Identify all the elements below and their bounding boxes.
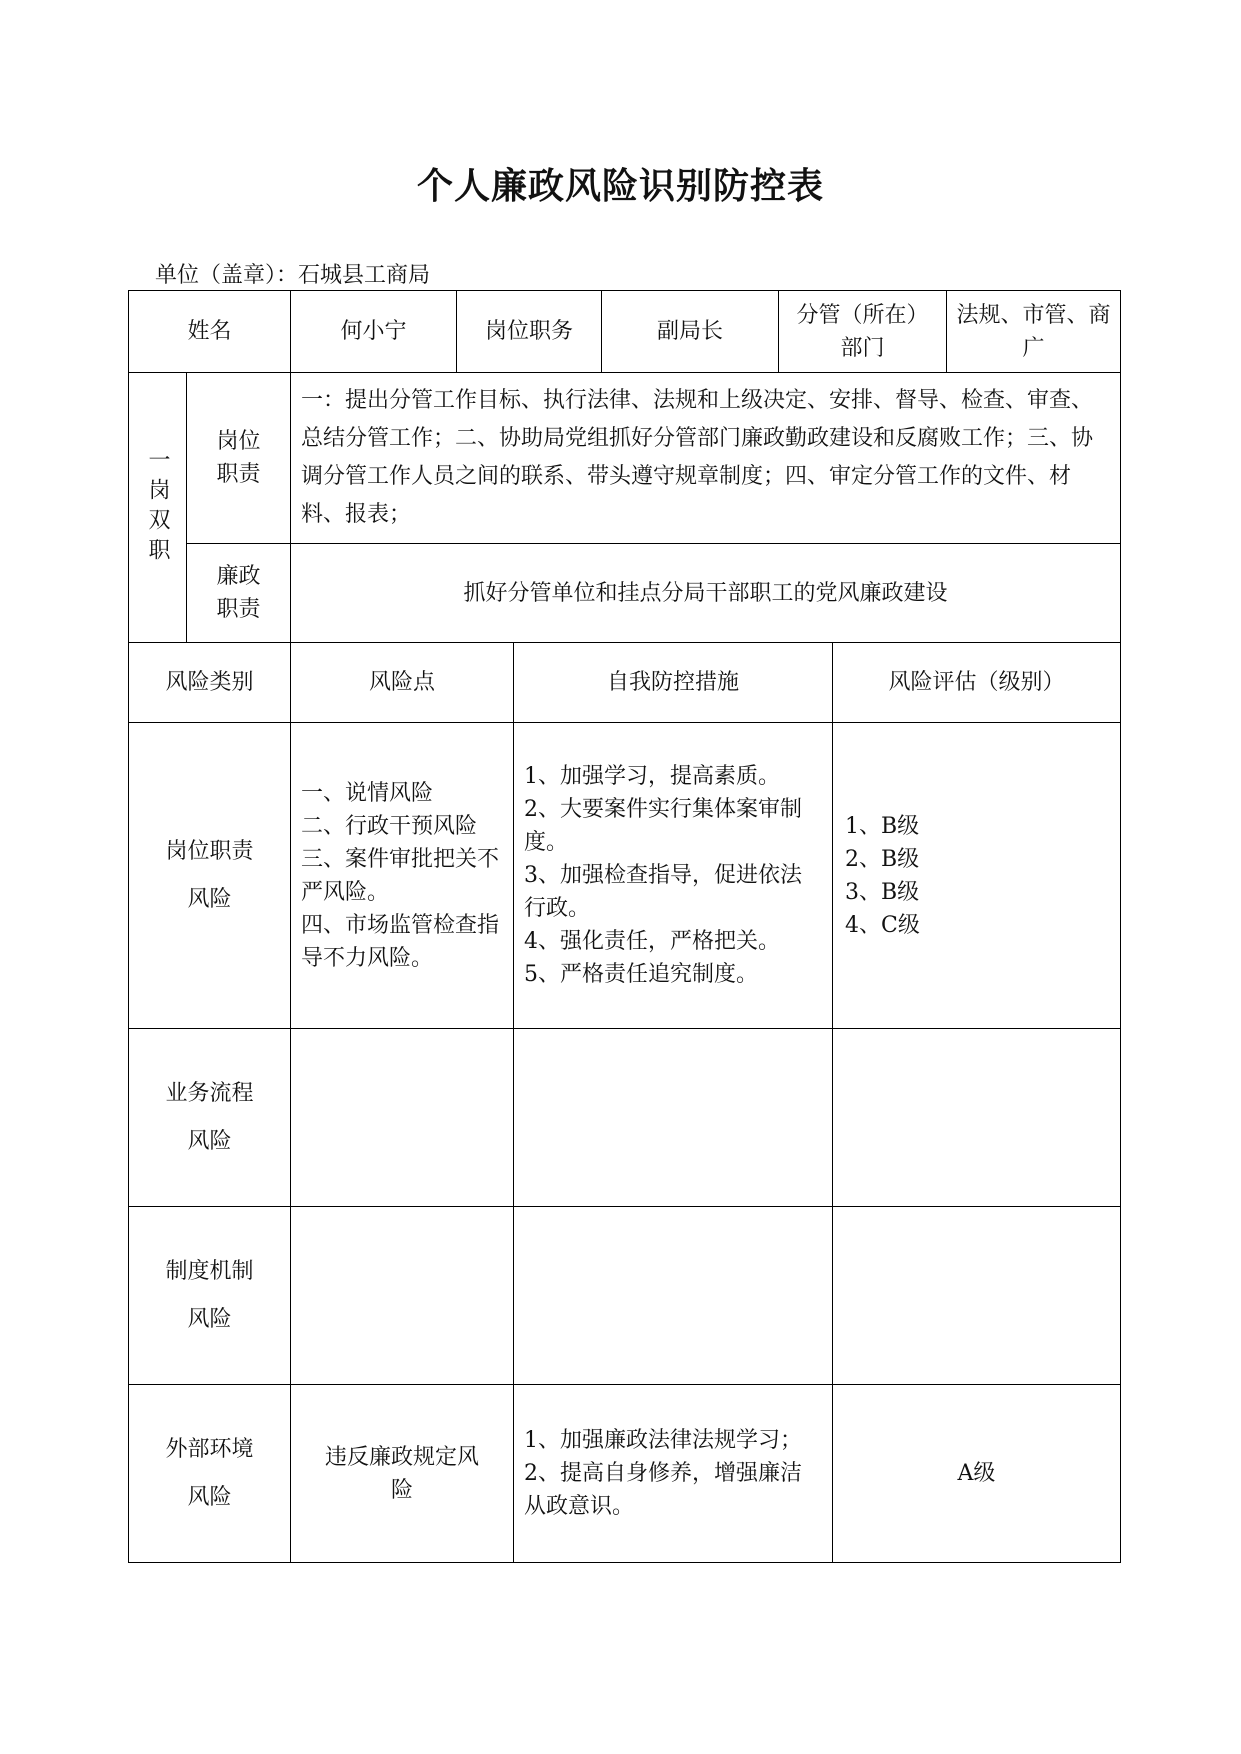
row-levels-cell <box>832 1206 1121 1385</box>
row-measures: 1、加强廉政法律法规学习； 2、提高自身修养，增强廉洁从政意识。 <box>524 1428 802 1519</box>
clean-label: 廉政职责 <box>186 543 291 643</box>
row-points-cell <box>290 1206 514 1385</box>
post-label: 岗位职务 <box>456 290 602 373</box>
post-value: 副局长 <box>601 290 779 373</box>
row-measures-cell <box>513 1384 833 1563</box>
yigang-label: 一岗双职 <box>128 372 187 643</box>
row-levels-cell <box>832 1028 1121 1207</box>
row-measures-cell <box>513 1028 833 1207</box>
duty-text-cell <box>290 372 1121 544</box>
dept-value: 法规、市管、商广 <box>946 290 1121 373</box>
clean-text: 抓好分管单位和挂点分局干部职工的党风廉政建设 <box>290 543 1121 643</box>
level-item: 1、B级 <box>845 813 920 839</box>
level-item: 3、B级 <box>845 879 920 905</box>
row-measures-cell <box>513 1206 833 1385</box>
name-label: 姓名 <box>128 290 291 373</box>
level-item: 2、B级 <box>845 846 920 872</box>
name-value: 何小宁 <box>290 290 457 373</box>
duty-label: 岗位职责 <box>186 372 291 544</box>
row-measures-cell <box>513 722 833 1029</box>
row-category: 外部环境风险 <box>128 1384 291 1563</box>
row-category: 岗位职责风险 <box>128 722 291 1029</box>
row-category: 业务流程风险 <box>128 1028 291 1207</box>
duty-text: 一：提出分管工作目标、执行法律、法规和上级决定、安排、督导、检查、审查、总结分管工作；二、协助局党组抓好分管部门廉政勤政建设和反腐败工作；三、协调分管工作人员之间的联系、带头遵守规章制度；四、审定分管工作的文件、材料、报表； <box>301 388 1094 527</box>
row-points: 违反廉政规定风险 <box>290 1384 514 1563</box>
risk-point-header: 风险点 <box>290 642 514 723</box>
row-category: 制度机制风险 <box>128 1206 291 1385</box>
dept-label: 分管（所在）部门 <box>778 290 947 373</box>
row-points-cell <box>290 722 514 1029</box>
row-points-cell <box>290 1028 514 1207</box>
row-levels-cell <box>832 722 1121 1029</box>
row-points: 一、说情风险 二、行政干预风险 三、案件审批把关不严风险。 四、市场监管检查指导不力风险。 <box>301 780 500 971</box>
risk-category-header: 风险类别 <box>128 642 291 723</box>
unit-line: 单位（盖章）：石城县工商局 <box>155 263 431 288</box>
measures-header: 自我防控措施 <box>513 642 833 723</box>
level-item: 4、C级 <box>845 912 920 938</box>
row-level: A级 <box>832 1384 1121 1563</box>
page-title: 个人廉政风险识别防控表 <box>416 165 824 207</box>
row-measures: 1、加强学习，提高素质。 2、大要案件实行集体案审制度。 3、加强检查指导，促进依法行政。 4、强化责任，严格把关。 5、严格责任追究制度。 <box>524 764 802 987</box>
assessment-header: 风险评估（级别） <box>832 642 1121 723</box>
